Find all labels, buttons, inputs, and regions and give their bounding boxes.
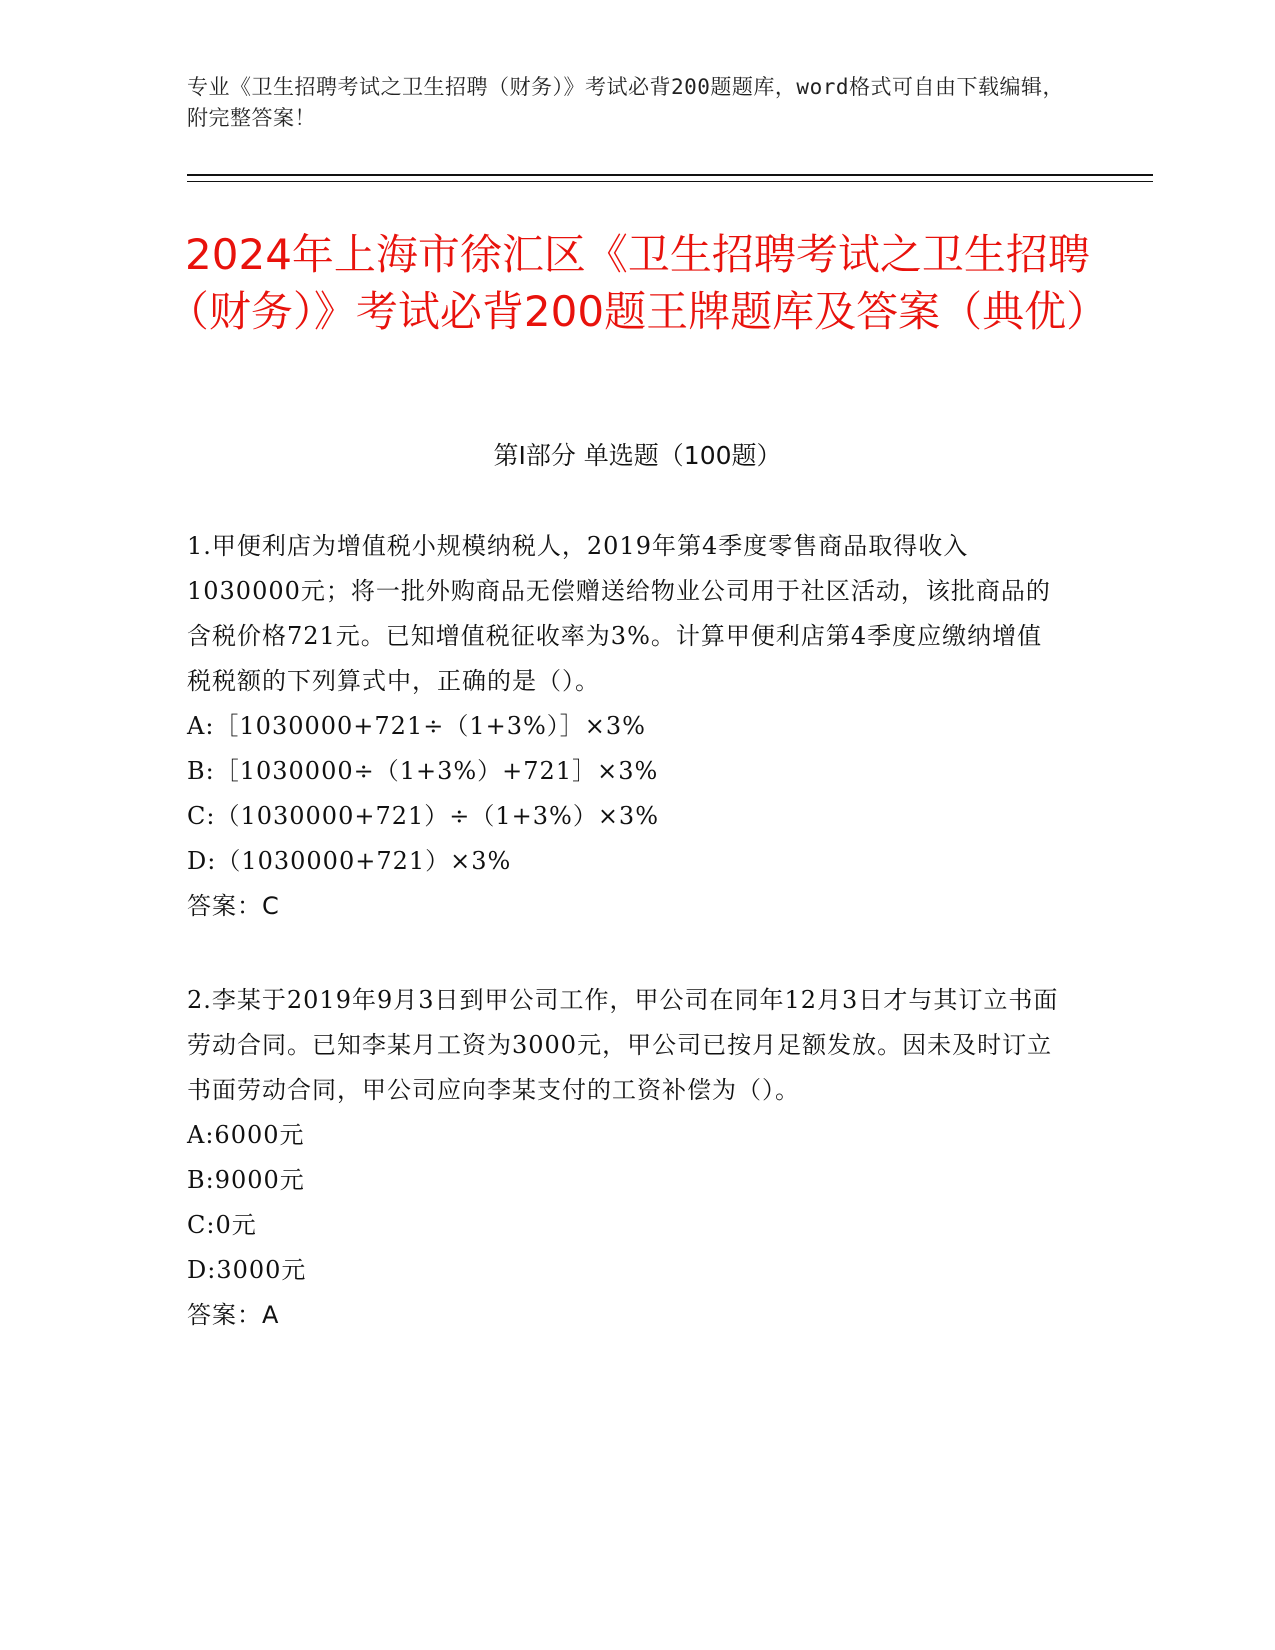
option-b: B:［1030000÷（1+3%）+721］×3% [187, 757, 659, 785]
question-2 [187, 978, 1067, 1338]
question-text: 1.甲便利店为增值税小规模纳税人，2019年第4季度零售商品取得收入1030000元；将一批外购商品无偿赠送给物业公司用于社区活动，该批商品的含税价格721元。已知增值税征收率为3%。计算甲便利店第4季度应缴纳增值税税额的下列算式中，正确的是（）。 [187, 532, 1051, 695]
question-1 [187, 524, 1067, 929]
header-divider-thick [187, 174, 1153, 176]
option-d: D:3000元 [187, 1256, 307, 1284]
header-note: 专业《卫生招聘考试之卫生招聘（财务）》考试必背200题题库，word格式可自由下载编辑，附完整答案！ [187, 75, 1064, 130]
answer: 答案：A [187, 1301, 280, 1329]
question-text: 2.李某于2019年9月3日到甲公司工作，甲公司在同年12月3日才与其订立书面劳动合同。已知李某月工资为3000元，甲公司已按月足额发放。因未及时订立书面劳动合同，甲公司应向李某支付的工资补偿为（）。 [187, 986, 1059, 1104]
answer: 答案：C [187, 892, 280, 920]
option-c: C:0元 [187, 1211, 257, 1239]
document-title: 2024年上海市徐汇区《卫生招聘考试之卫生招聘（财务）》考试必背200题王牌题库及答案（典优） [166, 230, 1109, 336]
section-title: 第Ⅰ部分 单选题（100题） [493, 441, 782, 470]
option-a: A:［1030000+721÷（1+3%）］×3% [187, 712, 646, 740]
header-divider-thin [187, 181, 1153, 182]
option-b: B:9000元 [187, 1166, 305, 1194]
option-d: D:（1030000+721）×3% [187, 847, 512, 875]
option-a: A:6000元 [187, 1121, 305, 1149]
option-c: C:（1030000+721）÷（1+3%）×3% [187, 802, 659, 830]
